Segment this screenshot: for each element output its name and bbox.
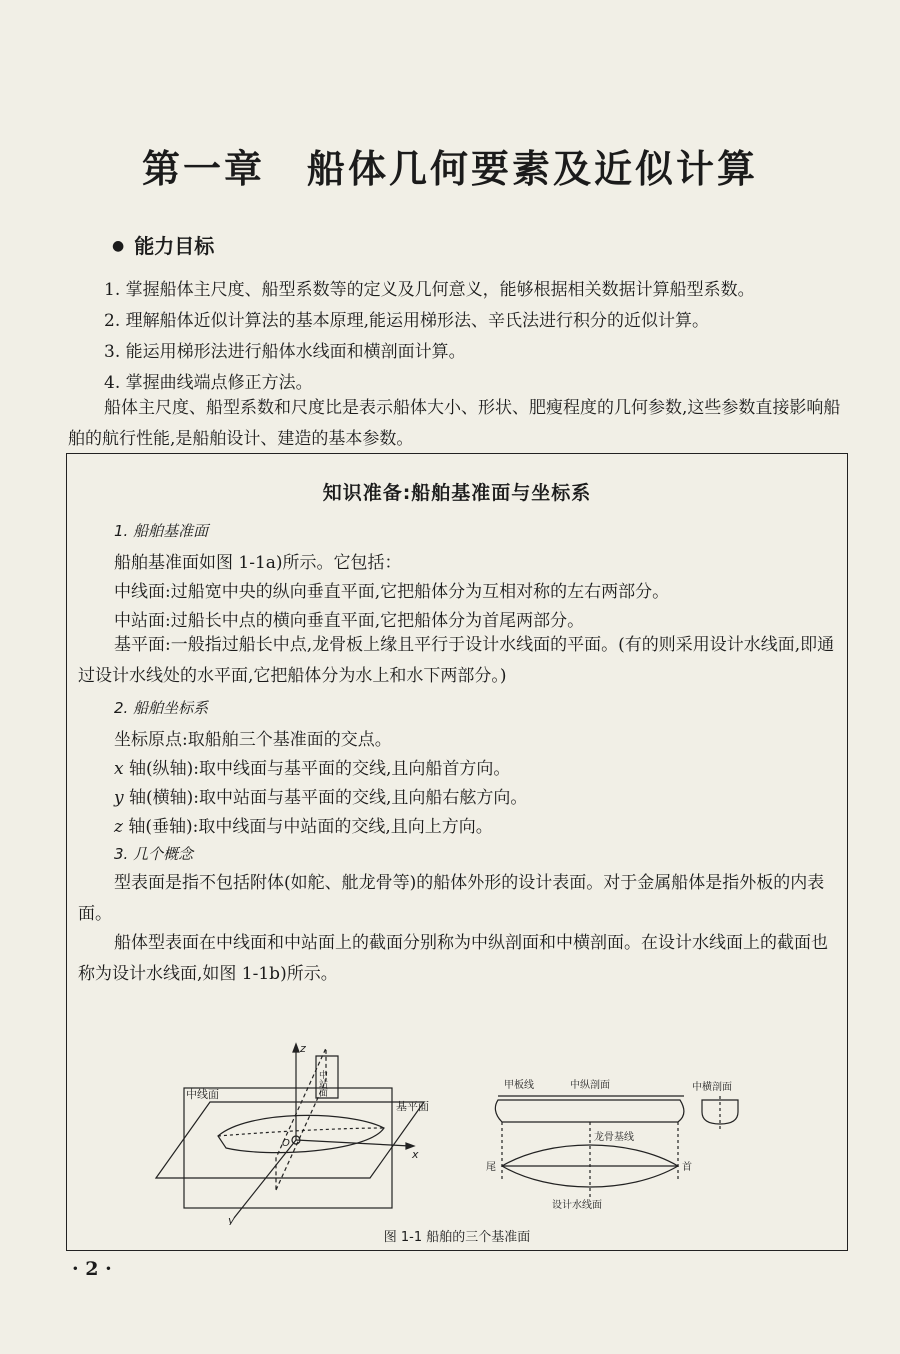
cross-section-label: 中横剖面 (692, 1082, 732, 1093)
y-axis-text: y 轴(横轴):取中站面与基平面的交线,且向船右舷方向。 (114, 788, 528, 808)
goal-item-4: 4. 掌握曲线端点修正方法。 (104, 373, 313, 393)
goals-intro: 船体主尺度、船型系数和尺度比是表示船体大小、形状、肥瘦程度的几何参数,这些参数直接影响船舶的航行性能,是船舶设计、建造的基本参数。 (68, 398, 841, 449)
knowledge-title: 知识准备:船舶基准面与坐标系 (322, 482, 592, 504)
bow-label: 首 (682, 1162, 692, 1173)
x-axis-line (296, 1140, 410, 1146)
figure-1-1b (480, 1068, 770, 1218)
y-axis-line (234, 1140, 296, 1218)
chapter-number: 第一章 (141, 147, 265, 191)
long-section-label: 中纵剖面 (570, 1080, 610, 1091)
stern-label: 尾 (486, 1162, 496, 1173)
base-plane-shape (156, 1102, 424, 1178)
x-axis-label: x (412, 1148, 419, 1161)
section-1-intro: 船舶基准面如图 1-1a)所示。它包括： (114, 553, 402, 573)
molded-surface-text: 型表面是指不包括附体(如舵、舭龙骨等)的船体外形的设计表面。对于金属船体是指外板的内表面。 (78, 873, 825, 924)
goal-item-3: 3. 能运用梯形法进行船体水线面和横剖面计算。 (104, 342, 466, 362)
z-axis-arrow (293, 1044, 299, 1052)
section-3-heading: 3. 几个概念 (114, 845, 194, 863)
chapter-title (0, 138, 900, 193)
figure-1-1a (148, 1040, 448, 1225)
keel-baseline-label: 龙骨基线 (594, 1132, 634, 1143)
base-plane-label: 基平面 (396, 1100, 429, 1113)
section-1-heading: 1. 船舶基准面 (114, 522, 209, 540)
bullet-icon: ● (112, 238, 125, 254)
origin-label: O (282, 1138, 290, 1149)
chapter-name: 船体几何要素及近似计算 (307, 147, 759, 191)
base-plane-text: 基平面:一般指过船长中点,龙骨板上缘且平行于设计水线面的平面。(有的则采用设计水线面,即通过设计水线处的水平面,它把船体分为水上和水下两部分。) (78, 635, 835, 686)
z-axis-label: z (300, 1042, 306, 1055)
centerline-plane-label: 中线面 (186, 1088, 219, 1101)
sections-text: 船体型表面在中线面和中站面上的截面分别称为中纵剖面和中横剖面。在设计水线面上的截面也称为设计水线面,如图 1-1b)所示。 (78, 933, 828, 984)
goal-item-1: 1. 掌握船体主尺度、船型系数等的定义及几何意义，能够根据相关数据计算船型系数。 (104, 280, 755, 300)
origin-text: 坐标原点:取船舶三个基准面的交点。 (114, 730, 392, 750)
long-section-profile (495, 1100, 684, 1122)
midstation-plane-text: 中站面:过船长中点的横向垂直平面,它把船体分为首尾两部分。 (114, 611, 585, 631)
goal-item-2: 2. 理解船体近似计算法的基本原理,能运用梯形法、辛氏法进行积分的近似计算。 (104, 311, 710, 331)
figure-caption: 图 1-1 船舶的三个基准面 (383, 1230, 531, 1245)
goals-heading: ● 能力目标 (112, 234, 215, 258)
section-2-heading: 2. 船舶坐标系 (114, 699, 209, 717)
dwl-label: 设计水线面 (552, 1200, 602, 1211)
z-axis-text: z 轴(垂轴):取中线面与中站面的交线,且向上方向。 (114, 817, 493, 837)
hull-waterline (218, 1128, 384, 1136)
deck-line-label: 甲板线 (504, 1080, 534, 1091)
midstation-plane-label: 中站面 (317, 1070, 327, 1097)
x-axis-text: x 轴(纵轴):取中线面与基平面的交线,且向船首方向。 (114, 759, 511, 779)
page-number: · 2 · (72, 1258, 112, 1280)
centerline-plane-text: 中线面:过船宽中央的纵向垂直平面,它把船体分为互相对称的左右两部分。 (114, 582, 670, 602)
y-axis-label: y (228, 1214, 235, 1225)
